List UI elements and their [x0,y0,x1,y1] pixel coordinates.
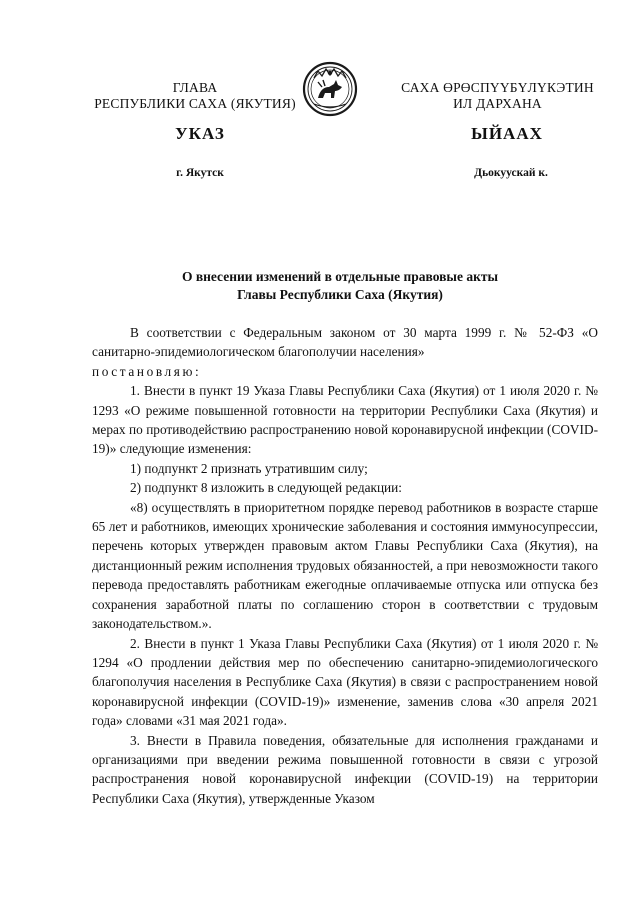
header-right-line2: ИЛ ДАРХАНА [453,96,542,111]
doc-type-sakha: ЫЙААХ [471,124,543,143]
decree-line [92,362,598,381]
subparagraph-2: 2) подпункт 8 изложить в следующей редакции: [130,480,402,496]
document-title [110,268,570,304]
title-line2: Главы Республики Саха (Якутия) [237,287,443,302]
document-body [92,323,598,808]
subparagraph-1: 1) подпункт 2 признать утратившим силу; [130,460,368,476]
header-right [385,80,610,112]
header-left-line1: ГЛАВА [172,80,218,95]
paragraph-1: 1. Внести в пункт 19 Указа Главы Республики Саха (Якутия) от 1 июля 2020 г. № 1293 «О режиме повышенной готовности на территории Республики Саха (Якутия) и мерах по противодействию распространению новой коронавирусной инфекции (COVID-19)» следующие изменения: [92,383,598,457]
quoted-subparagraph-8: «8) осуществлять в приоритетном порядке перевод работников в возрасте старше 65 лет и работников, имеющих хронические заболевания и состояния иммуносупрессии, перечень которых утвержден правовым актом Главы Республики Саха (Якутия), на дистанционный режим исполнения трудовых обязанностей, а при невозможности такого перевода предоставлять работникам ежегодные оплачиваемые отпуска или отпуска без сохранения заработной платы по соглашению сторон в соответствии с трудовым законодательством.». [92,499,598,632]
city-ru: г. Якутск [176,167,224,179]
republic-emblem-icon [302,60,358,118]
doc-type-ru: УКАЗ [175,124,225,143]
city-sakha: Дьокуускай к. [474,167,548,179]
intro-paragraph: В соответствии с Федеральным законом от 30 марта 1999 г. № 52-ФЗ «О санитарно-эпидемиологическом благополучии населения» [92,325,598,360]
header-left [90,80,300,112]
title-line1: О внесении изменений в отдельные правовые акты [181,269,499,284]
header-left-line2: РЕСПУБЛИКИ САХА (ЯКУТИЯ) [94,96,296,111]
paragraph-3: 3. Внести в Правила поведения, обязательные для исполнения гражданами и организациями при введении режима повышенной готовности в связи с угрозой распространения новой коронавирусной инфекции (COVID-19) на территории Республики Саха (Якутия), утвержденные Указом [92,732,598,806]
decree-word: постановляю: [92,363,202,379]
paragraph-2: 2. Внести в пункт 1 Указа Главы Республики Саха (Якутия) от 1 июля 2020 г. № 1294 «О продлении действия мер по обеспечению санитарно-эпидемиологического благополучия населения в Республике Саха (Якутия) в связи с распространением новой коронавирусной инфекции (COVID-19)» изменение, заменив слова «30 апреля 2021 года» словами «31 мая 2021 года». [92,635,598,729]
header-right-line1: САХА ӨРӨСПҮҮБҮЛҮКЭТИН [401,80,594,95]
